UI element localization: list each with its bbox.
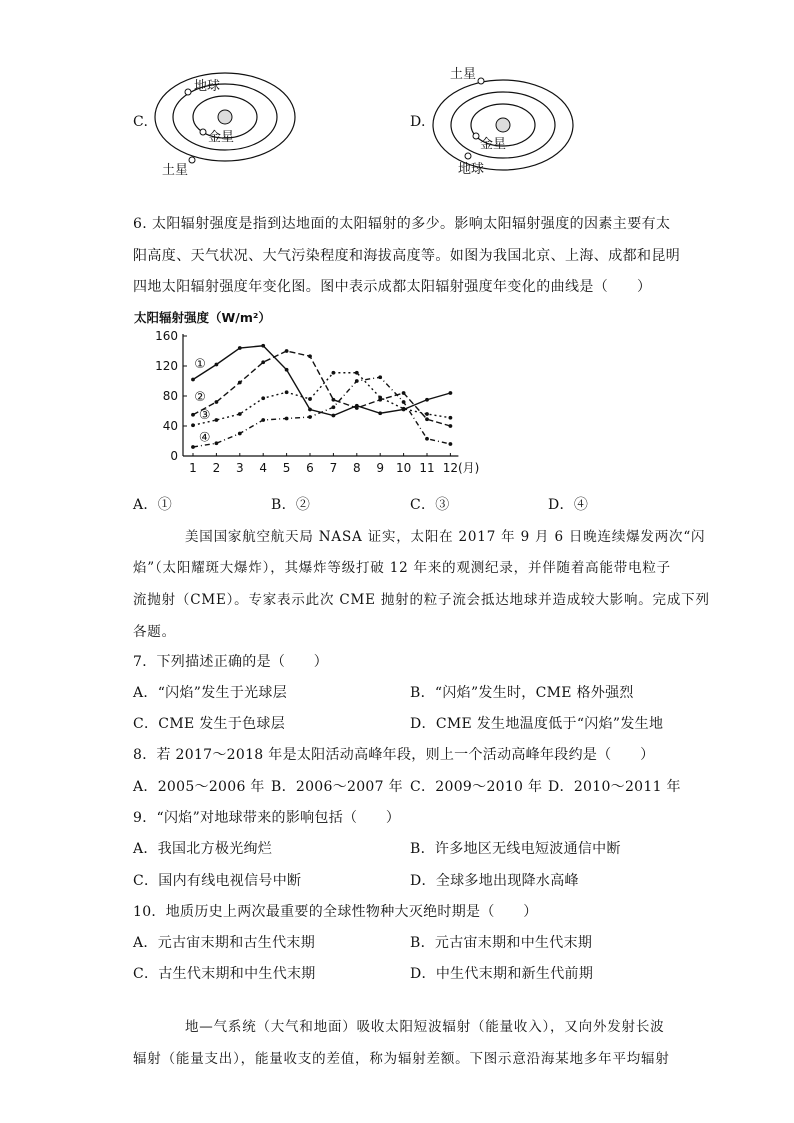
earth-label: 地球 bbox=[194, 79, 221, 94]
series-label-1: ① bbox=[194, 357, 206, 372]
passage2-line-2: 辐射（能量支出），能量收支的差值，称为辐射差额。下图示意沿海某地多年平均辐射 bbox=[133, 1051, 670, 1067]
series-1-point bbox=[332, 414, 336, 418]
series-3-point bbox=[285, 390, 289, 394]
passage1-line-4: 各题。 bbox=[133, 624, 176, 640]
q10-stem: 10．地质历史上两次最重要的全球性物种大灭绝时期是（ ） bbox=[133, 904, 538, 920]
venus-marker bbox=[473, 133, 479, 139]
series-label-2: ② bbox=[194, 390, 206, 405]
q8-stem: 8．若 2017～2018 年是太阳活动高峰年段，则上一个活动高峰年段约是（ ） bbox=[133, 747, 655, 763]
series-3-point bbox=[332, 371, 336, 375]
saturn-marker bbox=[189, 157, 195, 163]
y-tick-label: 160 bbox=[155, 329, 178, 343]
series-4-point bbox=[308, 415, 312, 419]
x-tick-label: 2 bbox=[212, 461, 221, 475]
passage2-line-1: 地—气系统（大气和地面）吸收太阳短波辐射（能量收入），又向外发射长波 bbox=[185, 1019, 665, 1035]
orbit-diagram-c bbox=[150, 70, 310, 182]
series-line-4 bbox=[193, 377, 450, 447]
q9-stem: 9．“闪焰”对地球带来的影响包括（ ） bbox=[133, 810, 401, 826]
series-3-point bbox=[238, 412, 242, 416]
series-4-point bbox=[191, 445, 195, 449]
q6-line-2: 阳高度、天气状况、大气污染程度和海拔高度等。如图为我国北京、上海、成都和昆明 bbox=[133, 248, 681, 264]
q6-option-d[interactable]: D．④ bbox=[548, 497, 589, 513]
q10-option-c[interactable]: C．古生代末期和中生代末期 bbox=[133, 966, 316, 982]
x-tick-label: 6 bbox=[306, 461, 314, 475]
chart-series bbox=[191, 344, 452, 449]
series-2-point bbox=[402, 391, 406, 395]
earth-marker bbox=[465, 153, 471, 159]
series-1-point bbox=[215, 363, 219, 367]
q9-option-d[interactable]: D．全球多地出现降水高峰 bbox=[410, 873, 579, 889]
venus-marker bbox=[200, 129, 206, 135]
x-tick-label: 1 bbox=[189, 461, 197, 475]
series-1-point bbox=[308, 408, 312, 412]
series-4-point bbox=[332, 405, 336, 409]
series-label-3: ③ bbox=[198, 408, 211, 423]
series-3-point bbox=[425, 412, 429, 416]
q7-option-c[interactable]: C．CME 发生于色球层 bbox=[133, 716, 286, 732]
series-2-point bbox=[308, 354, 312, 358]
series-line-1 bbox=[193, 346, 450, 416]
series-1-point bbox=[261, 344, 265, 348]
series-2-point bbox=[449, 424, 453, 428]
x-tick-label: 7 bbox=[329, 461, 338, 475]
series-3-point bbox=[449, 416, 453, 420]
series-3-point bbox=[402, 407, 406, 411]
orbit-diagram-d bbox=[428, 64, 588, 182]
series-3-point bbox=[261, 396, 265, 400]
series-1-point bbox=[378, 411, 382, 415]
saturn-label: 土星 bbox=[450, 67, 477, 82]
saturn-marker bbox=[478, 78, 484, 84]
series-4-point bbox=[215, 441, 219, 445]
series-4-point bbox=[238, 432, 242, 436]
y-tick-label: 80 bbox=[162, 389, 178, 403]
series-2-point bbox=[425, 417, 429, 421]
series-4-point bbox=[378, 375, 382, 379]
q9-option-b[interactable]: B．许多地区无线电短波通信中断 bbox=[410, 841, 621, 857]
x-tick-label: 11 bbox=[419, 461, 435, 475]
y-tick-label: 40 bbox=[162, 419, 178, 433]
series-4-point bbox=[449, 442, 453, 446]
series-3-point bbox=[308, 397, 312, 401]
passage1-line-2: 焰”（太阳耀斑大爆炸），其爆炸等级打破 12 年来的观测纪录，并伴随着高能带电粒子 bbox=[133, 560, 671, 576]
option-c-label[interactable]: C. bbox=[133, 114, 149, 130]
sun-icon bbox=[218, 110, 232, 124]
q6-line-3: 四地太阳辐射强度年变化图。图中表示成都太阳辐射强度年变化的曲线是（ ） bbox=[133, 279, 652, 295]
series-2-point bbox=[215, 400, 219, 404]
passage1-line-1: 美国国家航空航天局 NASA 证实，太阳在 2017 年 9 月 6 日晚连续爆发两次“闪 bbox=[185, 529, 706, 545]
y-tick-label: 120 bbox=[155, 359, 178, 373]
series-3-point bbox=[355, 371, 359, 375]
series-1-point bbox=[191, 378, 195, 382]
q8-option-d[interactable]: D．2010～2011 年 bbox=[548, 779, 681, 795]
series-2-point bbox=[355, 406, 359, 410]
q6-option-a[interactable]: A．① bbox=[133, 497, 173, 513]
x-tick-label: 10 bbox=[395, 461, 412, 475]
q9-option-a[interactable]: A．我国北方极光绚烂 bbox=[133, 841, 273, 857]
q7-option-d[interactable]: D．CME 发生地温度低于“闪焰”发生地 bbox=[410, 716, 664, 732]
q10-option-a[interactable]: A．元古宙末期和古生代末期 bbox=[133, 935, 316, 951]
series-4-point bbox=[355, 379, 359, 383]
venus-label: 金星 bbox=[480, 137, 507, 152]
q8-option-b[interactable]: B．2006～2007 年 bbox=[271, 779, 403, 795]
q8-option-a[interactable]: A．2005～2006 年 bbox=[133, 779, 265, 795]
series-1-point bbox=[425, 398, 429, 402]
q7-option-b[interactable]: B．“闪焰”发生时，CME 格外强烈 bbox=[410, 685, 634, 701]
x-tick-label: 5 bbox=[282, 461, 291, 475]
series-4-point bbox=[285, 417, 289, 421]
series-2-point bbox=[261, 360, 265, 364]
series-2-point bbox=[332, 398, 336, 402]
series-4-point bbox=[425, 437, 429, 441]
series-3-point bbox=[191, 423, 195, 427]
earth-marker bbox=[185, 89, 191, 95]
q6-option-c[interactable]: C．③ bbox=[410, 497, 450, 513]
x-tick-label: 12 bbox=[442, 461, 459, 475]
series-2-point bbox=[285, 349, 289, 353]
series-line-3 bbox=[193, 373, 450, 426]
q7-option-a[interactable]: A．“闪焰”发生于光球层 bbox=[133, 685, 288, 701]
saturn-label: 土星 bbox=[162, 163, 189, 178]
series-4-point bbox=[402, 400, 406, 404]
venus-label: 金星 bbox=[208, 130, 235, 145]
q6-option-b[interactable]: B．② bbox=[271, 497, 311, 513]
x-tick-label: 9 bbox=[376, 461, 385, 475]
x-tick-label: 8 bbox=[352, 461, 361, 475]
series-3-point bbox=[215, 418, 219, 422]
x-tick-label: 4 bbox=[259, 461, 268, 475]
option-d-label[interactable]: D. bbox=[410, 114, 426, 130]
chart-xlabel: (月) bbox=[458, 461, 480, 475]
y-tick-label: 0 bbox=[170, 449, 178, 463]
series-1-point bbox=[285, 368, 289, 372]
series-1-point bbox=[449, 391, 453, 395]
series-4-point bbox=[261, 418, 265, 422]
series-1-point bbox=[238, 346, 242, 350]
series-2-point bbox=[238, 381, 242, 385]
chart-title: 太阳辐射强度（W/m²） bbox=[134, 310, 271, 325]
q10-option-d[interactable]: D．中生代末期和新生代前期 bbox=[410, 966, 594, 982]
earth-label: 地球 bbox=[458, 162, 485, 177]
passage1-line-3: 流抛射（CME）。专家表示此次 CME 抛射的粒子流会抵达地球并造成较大影响。完成下列 bbox=[133, 592, 710, 608]
series-3-point bbox=[378, 396, 382, 400]
q9-option-c[interactable]: C．国内有线电视信号中断 bbox=[133, 873, 302, 889]
q8-option-c[interactable]: C．2009～2010 年 bbox=[410, 779, 543, 795]
series-label-4: ④ bbox=[198, 430, 211, 446]
q7-stem: 7．下列描述正确的是（ ） bbox=[133, 654, 329, 670]
solar-radiation-chart bbox=[128, 306, 490, 484]
q6-line-1: 6. 太阳辐射强度是指到达地面的太阳辐射的多少。影响太阳辐射强度的因素主要有太 bbox=[133, 216, 671, 232]
sun-icon bbox=[496, 118, 510, 132]
q10-option-b[interactable]: B．元古宙末期和中生代末期 bbox=[410, 935, 593, 951]
x-tick-label: 3 bbox=[235, 461, 244, 475]
series-2-point bbox=[191, 413, 195, 417]
